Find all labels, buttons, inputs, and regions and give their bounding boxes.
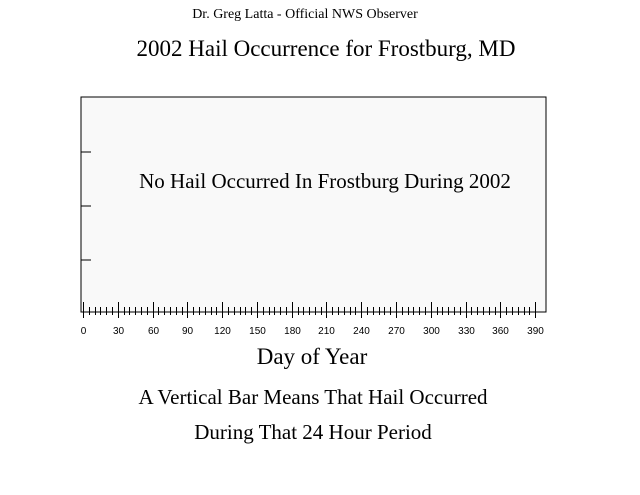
legend-note-line-2: During That 24 Hour Period	[194, 420, 432, 444]
observer-credit: Dr. Greg Latta - Official NWS Observer	[192, 7, 418, 22]
x-tick-label: 150	[249, 326, 266, 337]
x-tick-label: 300	[423, 326, 440, 337]
x-tick-label: 90	[181, 326, 194, 337]
x-tick-label: 60	[147, 326, 160, 337]
x-axis-label: Day of Year	[256, 344, 368, 369]
x-tick-label: 30	[112, 326, 125, 337]
x-tick-label: 390	[527, 326, 544, 337]
x-tick-label: 330	[458, 326, 475, 337]
x-tick-label: 180	[284, 326, 301, 337]
legend-note-line-1: A Vertical Bar Means That Hail Occurred	[138, 385, 488, 409]
x-tick-label: 360	[492, 326, 509, 337]
x-tick-label: 0	[80, 326, 87, 337]
x-tick-label: 120	[214, 326, 231, 337]
plot-area	[81, 97, 546, 312]
no-hail-annotation: No Hail Occurred In Frostburg During 2002	[139, 169, 511, 193]
x-tick-label: 270	[388, 326, 405, 337]
chart-title: 2002 Hail Occurrence for Frostburg, MD	[136, 36, 516, 61]
x-tick-label: 210	[318, 326, 335, 337]
x-tick-label: 240	[353, 326, 370, 337]
